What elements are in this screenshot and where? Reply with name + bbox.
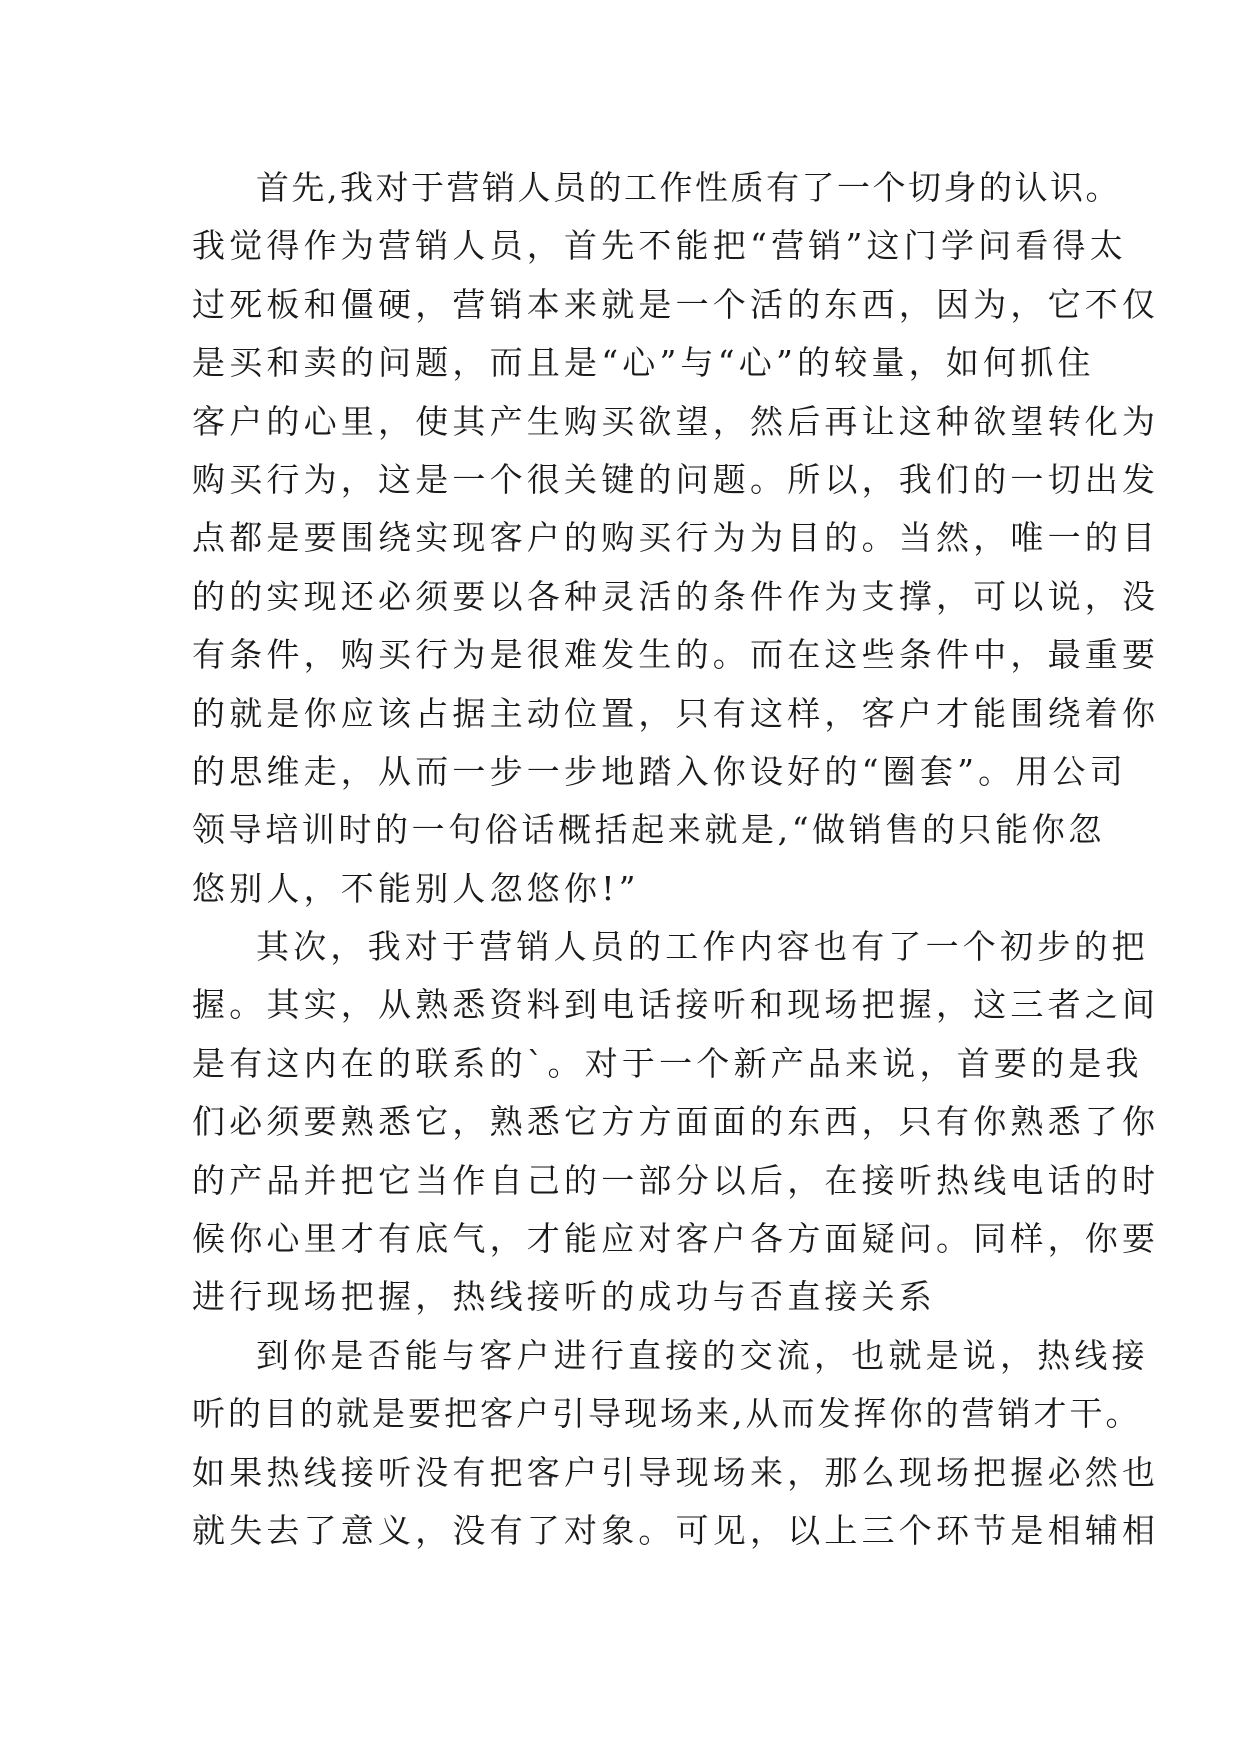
paragraph-2-line-1: 其次，我对于营销人员的工作内容也有了一个初步的把 — [256, 927, 1149, 967]
paragraph-1-line-5: 客户的心里，使其产生购买欲望，然后再让这种欲望转化为 — [192, 401, 1160, 441]
paragraph-1-line-3: 过死板和僵硬，营销本来就是一个活的东西，因为，它不仅 — [192, 284, 1160, 324]
paragraph-2-line-5: 的产品并把它当作自己的一部分以后，在接听热线电话的时 — [192, 1160, 1160, 1200]
paragraph-1-line-7: 点都是要围绕实现客户的购买行为为目的。当然，唯一的目 — [192, 518, 1160, 558]
paragraph-3-line-3: 如果热线接听没有把客户引导现场来，那么现场把握必然也 — [192, 1452, 1160, 1492]
document-body — [192, 159, 1160, 1560]
paragraph-2-line-3: 是有这内在的联系的`。对于一个新产品来说，首要的是我 — [192, 1043, 1143, 1083]
paragraph-3-line-2: 听的目的就是要把客户引导现场来,从而发挥你的营销才干。 — [192, 1394, 1142, 1434]
paragraph-1-line-8: 的的实现还必须要以各种灵活的条件作为支撑，可以说，没 — [192, 576, 1160, 616]
paragraph-1-line-10: 的就是你应该占据主动位置，只有这样，客户才能围绕着你 — [192, 693, 1160, 733]
paragraph-1-line-2: 我觉得作为营销人员，首先不能把“营销”这门学问看得太 — [192, 226, 1127, 266]
paragraph-3-line-4: 就失去了意义，没有了对象。可见，以上三个环节是相辅相 — [192, 1510, 1160, 1550]
paragraph-1-line-6: 购买行为，这是一个很关键的问题。所以，我们的一切出发 — [192, 459, 1160, 499]
paragraph-2-line-2: 握。其实，从熟悉资料到电话接听和现场把握，这三者之间 — [192, 985, 1160, 1025]
paragraph-2-line-7: 进行现场把握，热线接听的成功与否直接关系 — [192, 1277, 936, 1317]
paragraph-1-line-4: 是买和卖的问题，而且是“心”与“心”的较量，如何抓住 — [192, 343, 1095, 383]
paragraph-1-line-12: 领导培训时的一句俗话概括起来就是,“做销售的只能你忽 — [192, 810, 1105, 850]
paragraph-2-line-4: 们必须要熟悉它，熟悉它方方面面的东西，只有你熟悉了你 — [192, 1102, 1160, 1142]
paragraph-1-line-11: 的思维走，从而一步一步地踏入你设好的“圈套”。用公司 — [192, 751, 1127, 791]
paragraph-3-line-1: 到你是否能与客户进行直接的交流，也就是说，热线接 — [256, 1335, 1149, 1375]
paragraph-1-line-1: 首先,我对于营销人员的工作性质有了一个切身的认识。 — [256, 168, 1121, 207]
paragraph-1-line-13: 悠别人，不能别人忽悠你!” — [192, 868, 640, 908]
paragraph-2-line-6: 候你心里才有底气，才能应对客户各方面疑问。同样，你要 — [192, 1219, 1160, 1259]
paragraph-1-line-9: 有条件，购买行为是很难发生的。而在这些条件中，最重要 — [192, 635, 1160, 675]
